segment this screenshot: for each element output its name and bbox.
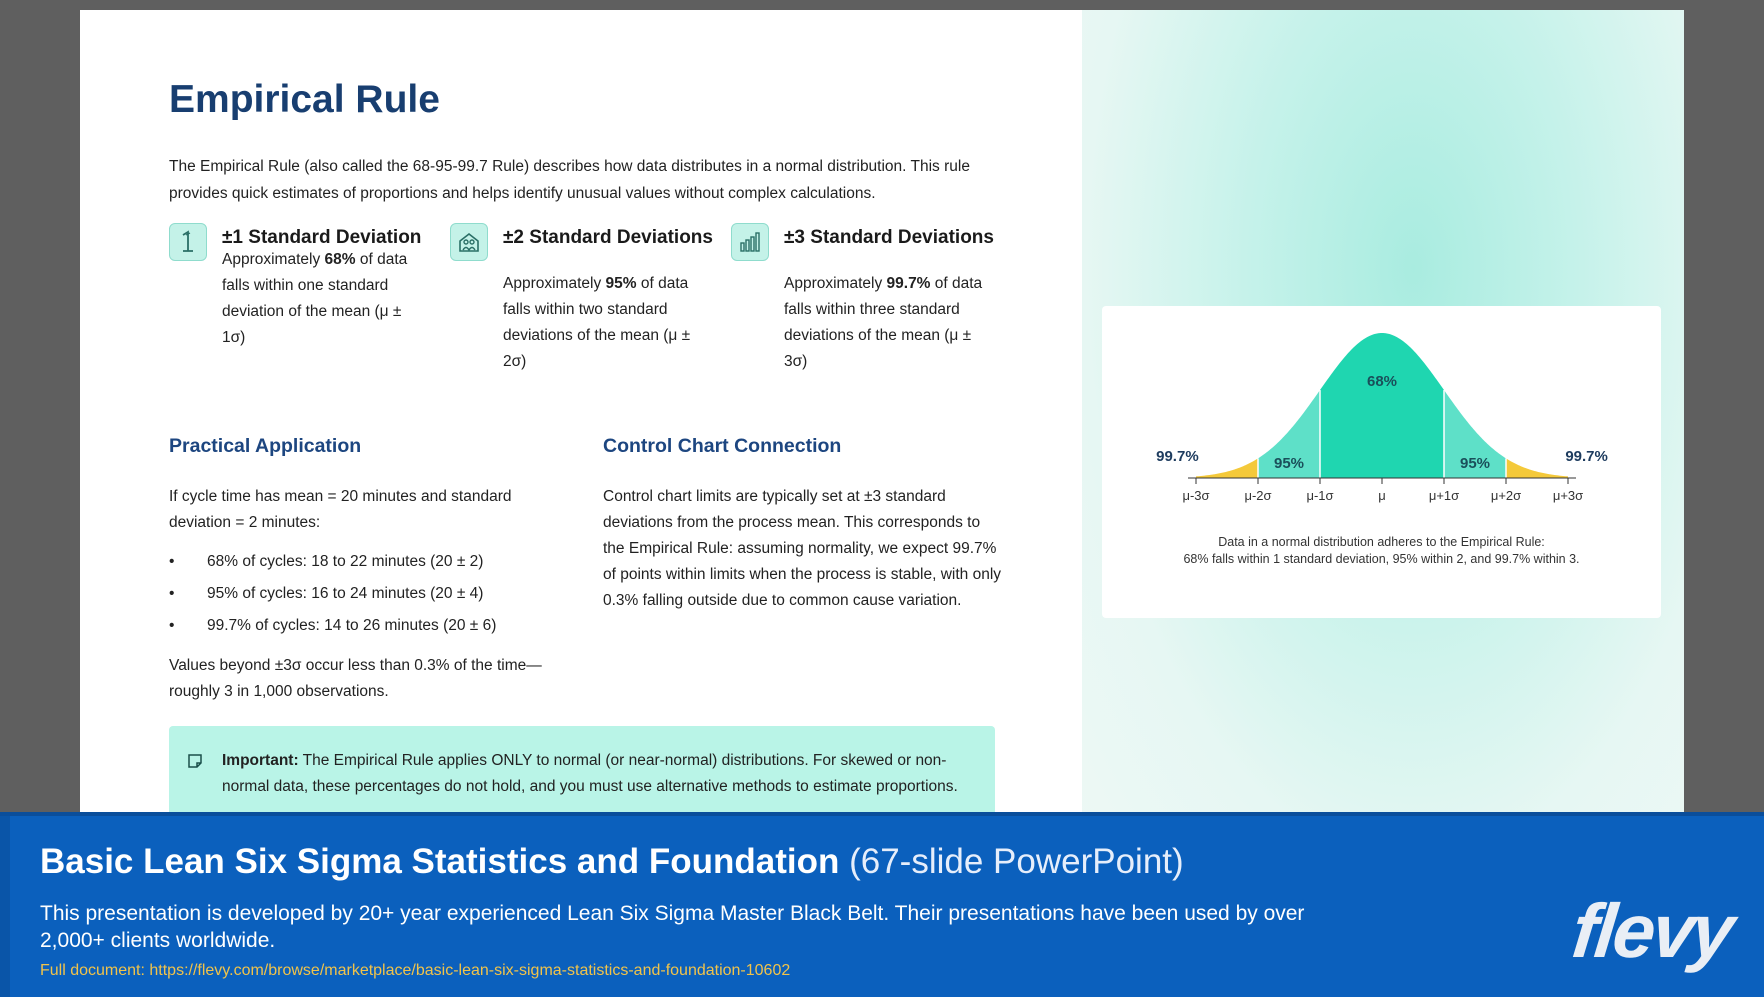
region-label: 99.7%	[1156, 448, 1199, 465]
banner-accent-bar	[0, 816, 10, 997]
note-icon	[187, 753, 203, 774]
control-chart-heading: Control Chart Connection	[603, 435, 842, 457]
bullet-icon: •	[169, 553, 175, 570]
practical-application-heading: Practical Application	[169, 435, 362, 457]
document-banner	[0, 812, 1764, 997]
banner-subtitle: (67-slide PowerPoint)	[849, 842, 1184, 881]
stat-description: Approximately 95% of data falls within two standard deviations of the mean (μ ± 2σ)	[503, 275, 691, 370]
practical-bullet-list	[169, 549, 569, 645]
people-home-icon	[450, 223, 488, 261]
x-tick-label: μ-1σ	[1306, 488, 1334, 503]
stat-heading: ±3 Standard Deviations	[784, 227, 994, 248]
intro-text: The Empirical Rule (also called the 68-95-99.7 Rule) describes how data distributes in a normal distribution. This rule provides quick estimates of proportions and helps identify unusual values without complex calculations.	[169, 158, 970, 202]
control-chart-text: Control chart limits are typically set at ±3 standard deviations from the process mean. This corresponds to the Empirical Rule: assuming normality, we expect 99.7% of points within limits when the process is stable, with only 0.3% falling outside due to common cause variation.	[603, 488, 1002, 609]
x-tick-label: μ	[1378, 488, 1386, 503]
stat-heading: ±1 Standard Deviation	[222, 227, 422, 248]
banner-title: Basic Lean Six Sigma Statistics and Foundation (67-slide PowerPoint)	[40, 842, 1184, 881]
callout-text: Important: The Empirical Rule applies ONLY to normal (or near-normal) distributions. For skewed or non-normal data, these percentages do not hold, and you must use alternative methods to estimate proportions.	[222, 752, 958, 795]
list-item: • 68% of cycles: 18 to 22 minutes (20 ± 2)	[169, 549, 569, 581]
x-tick-label: μ+3σ	[1552, 488, 1584, 503]
x-tick-label: μ-2σ	[1244, 488, 1272, 503]
list-item: • 95% of cycles: 16 to 24 minutes (20 ± 4)	[169, 581, 569, 613]
x-tick-label: μ-3σ	[1182, 488, 1210, 503]
x-tick-label: μ+2σ	[1490, 488, 1522, 503]
bullet-icon: •	[169, 617, 175, 634]
region-4	[1506, 458, 1568, 478]
flevy-logo: flevy	[1568, 888, 1736, 974]
practical-closing: Values beyond ±3σ occur less than 0.3% of the time—roughly 3 in 1,000 observations.	[169, 657, 542, 700]
page-title: Empirical Rule	[169, 78, 440, 121]
region-label: 95%	[1459, 455, 1491, 472]
bullet-icon: •	[169, 585, 175, 602]
region-0	[1320, 333, 1444, 478]
banner-description: This presentation is developed by 20+ year experienced Lean Six Sigma Master Black Belt. Their presentations have been used by over 2,000+ clients worldwide.	[40, 902, 1305, 952]
list-item: • 99.7% of cycles: 14 to 26 minutes (20 ± 6)	[169, 613, 569, 645]
chart-caption-line1: Data in a normal distribution adheres to the Empirical Rule:	[1218, 535, 1545, 549]
bell-curve-chart	[1102, 306, 1661, 618]
region-label: 68%	[1366, 373, 1398, 390]
stat-description: Approximately 68% of data falls within one standard deviation of the mean (μ ± 1σ)	[222, 251, 408, 346]
chart-caption-line2: 68% falls within 1 standard deviation, 95% within 2, and 99.7% within 3.	[1183, 552, 1580, 566]
document-link[interactable]: Full document: https://flevy.com/browse/marketplace/basic-lean-six-sigma-statistics-and-foundation-10602	[40, 962, 791, 979]
bar-chart-icon	[731, 223, 769, 261]
number-one-icon	[169, 223, 207, 261]
x-tick-label: μ+1σ	[1428, 488, 1460, 503]
stat-heading: ±2 Standard Deviations	[503, 227, 713, 248]
region-label: 99.7%	[1565, 448, 1608, 465]
region-label: 95%	[1273, 455, 1305, 472]
stat-description: Approximately 99.7% of data falls within three standard deviations of the mean (μ ± 3σ)	[784, 275, 983, 370]
practical-lead: If cycle time has mean = 20 minutes and standard deviation = 2 minutes:	[169, 488, 512, 531]
region-3	[1196, 458, 1258, 478]
bell-curve-chart-card	[1102, 306, 1661, 618]
